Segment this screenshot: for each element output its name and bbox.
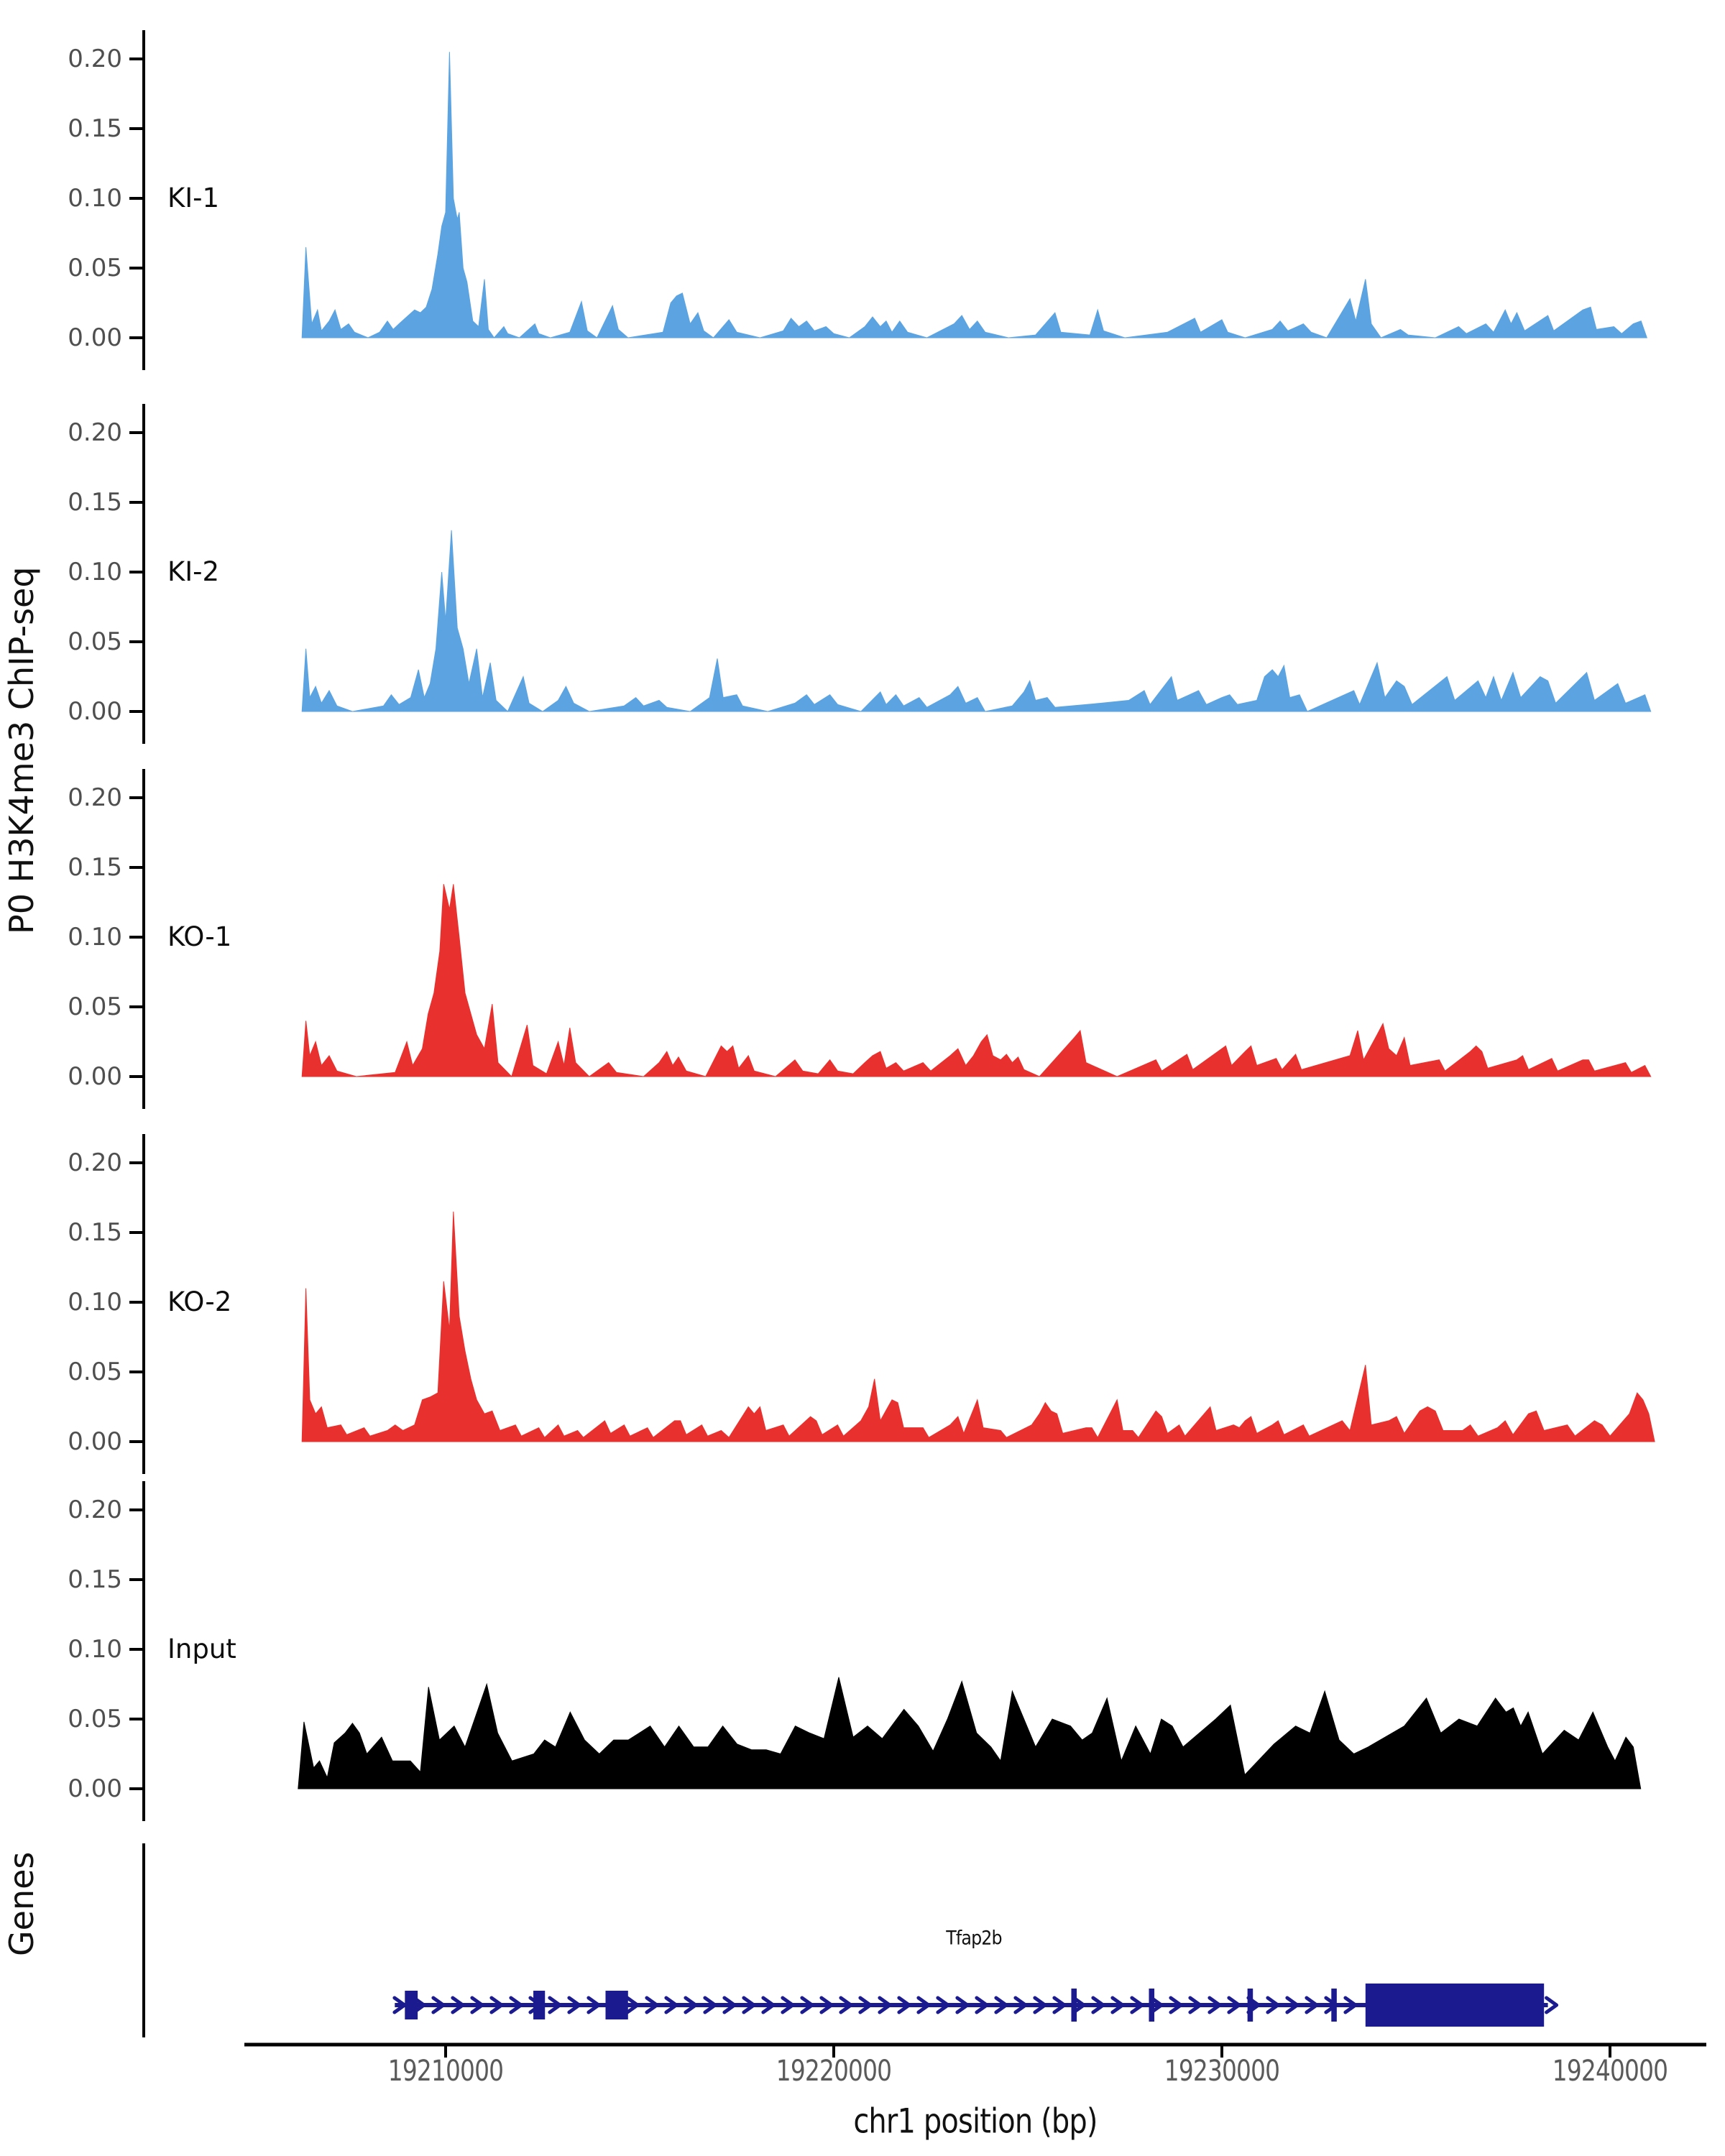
y-tick-label: 0.05 <box>68 1705 122 1733</box>
y-tick-label: 0.00 <box>68 1427 122 1456</box>
y-tick-label: 0.15 <box>68 853 122 882</box>
signal-area-KI-2 <box>302 530 1651 711</box>
signal-area-KO-2 <box>302 1212 1655 1442</box>
y-tick-label: 0.10 <box>68 558 122 586</box>
gene-exon <box>605 1991 627 2019</box>
y-tick-label: 0.15 <box>68 488 122 517</box>
y-tick-label: 0.20 <box>68 45 122 73</box>
y-tick-label: 0.15 <box>68 1218 122 1247</box>
gene-name-label: Tfap2b <box>946 1927 1002 1950</box>
x-tick-label: 19230000 <box>1164 2055 1280 2088</box>
y-tick-label: 0.05 <box>68 992 122 1021</box>
signal-area-KI-1 <box>302 52 1647 338</box>
y-tick-label: 0.00 <box>68 697 122 726</box>
y-tick-label: 0.00 <box>68 323 122 352</box>
gene-exon <box>405 1991 418 2019</box>
y-tick-label: 0.20 <box>68 783 122 812</box>
gene-exon <box>1366 1984 1544 2027</box>
y-axis-label: P0 H3K4me3 ChIP-seq <box>2 566 41 934</box>
track-label-KI-1: KI-1 <box>167 183 220 213</box>
y-tick-label: 0.10 <box>68 923 122 952</box>
y-tick-label: 0.10 <box>68 1635 122 1664</box>
signal-area-Input <box>298 1677 1641 1789</box>
track-label-Input: Input <box>167 1634 236 1664</box>
y-tick-label: 0.05 <box>68 627 122 656</box>
x-axis-label: chr1 position (bp) <box>853 2101 1098 2142</box>
x-tick-label: 19210000 <box>387 2055 504 2088</box>
gene-exon <box>1248 1989 1254 2022</box>
genes-panel-label: Genes <box>2 1851 41 1956</box>
y-tick-label: 0.20 <box>68 418 122 447</box>
y-tick-label: 0.10 <box>68 1288 122 1317</box>
gene-exon <box>1149 1989 1154 2022</box>
y-tick-label: 0.10 <box>68 184 122 213</box>
y-tick-label: 0.00 <box>68 1062 122 1091</box>
track-label-KI-2: KI-2 <box>167 556 220 587</box>
y-tick-label: 0.15 <box>68 1565 122 1594</box>
x-tick-label: 19240000 <box>1552 2055 1668 2088</box>
y-tick-label: 0.05 <box>68 1358 122 1386</box>
y-tick-label: 0.20 <box>68 1148 122 1177</box>
x-tick-label: 19220000 <box>776 2055 892 2088</box>
y-tick-label: 0.15 <box>68 114 122 143</box>
signal-area-KO-1 <box>302 884 1651 1077</box>
gene-exon <box>533 1991 545 2019</box>
track-label-KO-2: KO-2 <box>167 1286 232 1317</box>
track-label-KO-1: KO-1 <box>167 921 232 952</box>
gene-exon <box>1331 1989 1337 2022</box>
strand-arrow-icon <box>1547 1998 1557 2012</box>
y-tick-label: 0.20 <box>68 1496 122 1524</box>
y-tick-label: 0.00 <box>68 1774 122 1803</box>
y-tick-label: 0.05 <box>68 254 122 282</box>
gene-exon <box>1071 1989 1077 2022</box>
